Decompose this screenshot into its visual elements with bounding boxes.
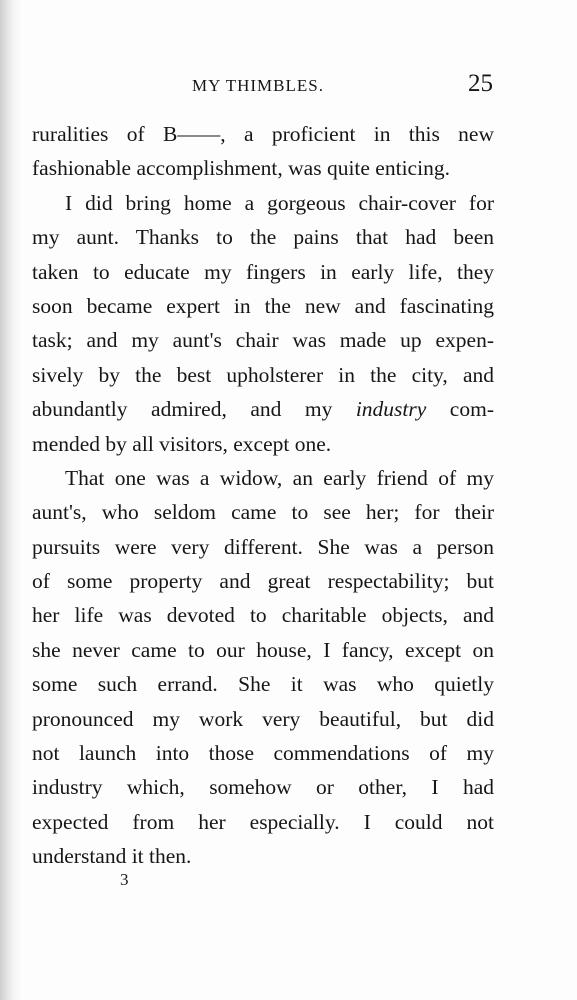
text-line: expected from her especially. I could not xyxy=(32,809,494,834)
text-line: pronounced my work very beautiful, but did xyxy=(32,706,494,731)
text-line: of some property and great respectability; but xyxy=(32,569,494,594)
italic-word: industry xyxy=(355,397,427,422)
text-line: That one was a widow, an early friend of my xyxy=(65,465,494,490)
text-line: her life was devoted to charitable objects, and xyxy=(32,603,494,628)
text-line: she never came to our house, I fancy, except on xyxy=(32,637,494,662)
text-line: sively by the best upholsterer in the city, and xyxy=(32,362,494,387)
text-line: soon became expert in the new and fascinating xyxy=(32,293,494,318)
page-gutter-shadow xyxy=(0,0,22,1000)
body-text xyxy=(32,117,494,874)
text-line: some such errand. She it was who quietly xyxy=(32,672,494,697)
text-line: aunt's, who seldom came to see her; for their xyxy=(32,500,494,525)
signature-mark: 3 xyxy=(120,870,129,889)
running-title: MY THIMBLES. xyxy=(192,76,324,95)
text-line: ruralities of B——, a proficient in this new xyxy=(32,122,494,146)
text-line: taken to educate my fingers in early life, they xyxy=(32,259,494,284)
text-line: I did bring home a gorgeous chair-cover for xyxy=(65,190,494,215)
text-line: my aunt. Thanks to the pains that had been xyxy=(32,225,494,250)
text-line: understand it then. xyxy=(32,844,192,869)
text-line: not launch into those commendations of my xyxy=(32,741,494,766)
page-number: 25 xyxy=(468,70,493,97)
page-header xyxy=(0,72,577,102)
text-line-with-emphasis xyxy=(32,392,494,426)
text-line: task; and my aunt's chair was made up expen- xyxy=(32,328,494,353)
text-line: pursuits were very different. She was a person xyxy=(32,534,494,559)
text-line: fashionable accomplishment, was quite enticing. xyxy=(32,156,450,181)
text-segment: com- xyxy=(426,397,494,422)
text-segment: abundantly admired, and my xyxy=(32,397,356,422)
text-line: mended by all visitors, except one. xyxy=(32,431,332,456)
text-line: industry which, somehow or other, I had xyxy=(32,775,494,800)
